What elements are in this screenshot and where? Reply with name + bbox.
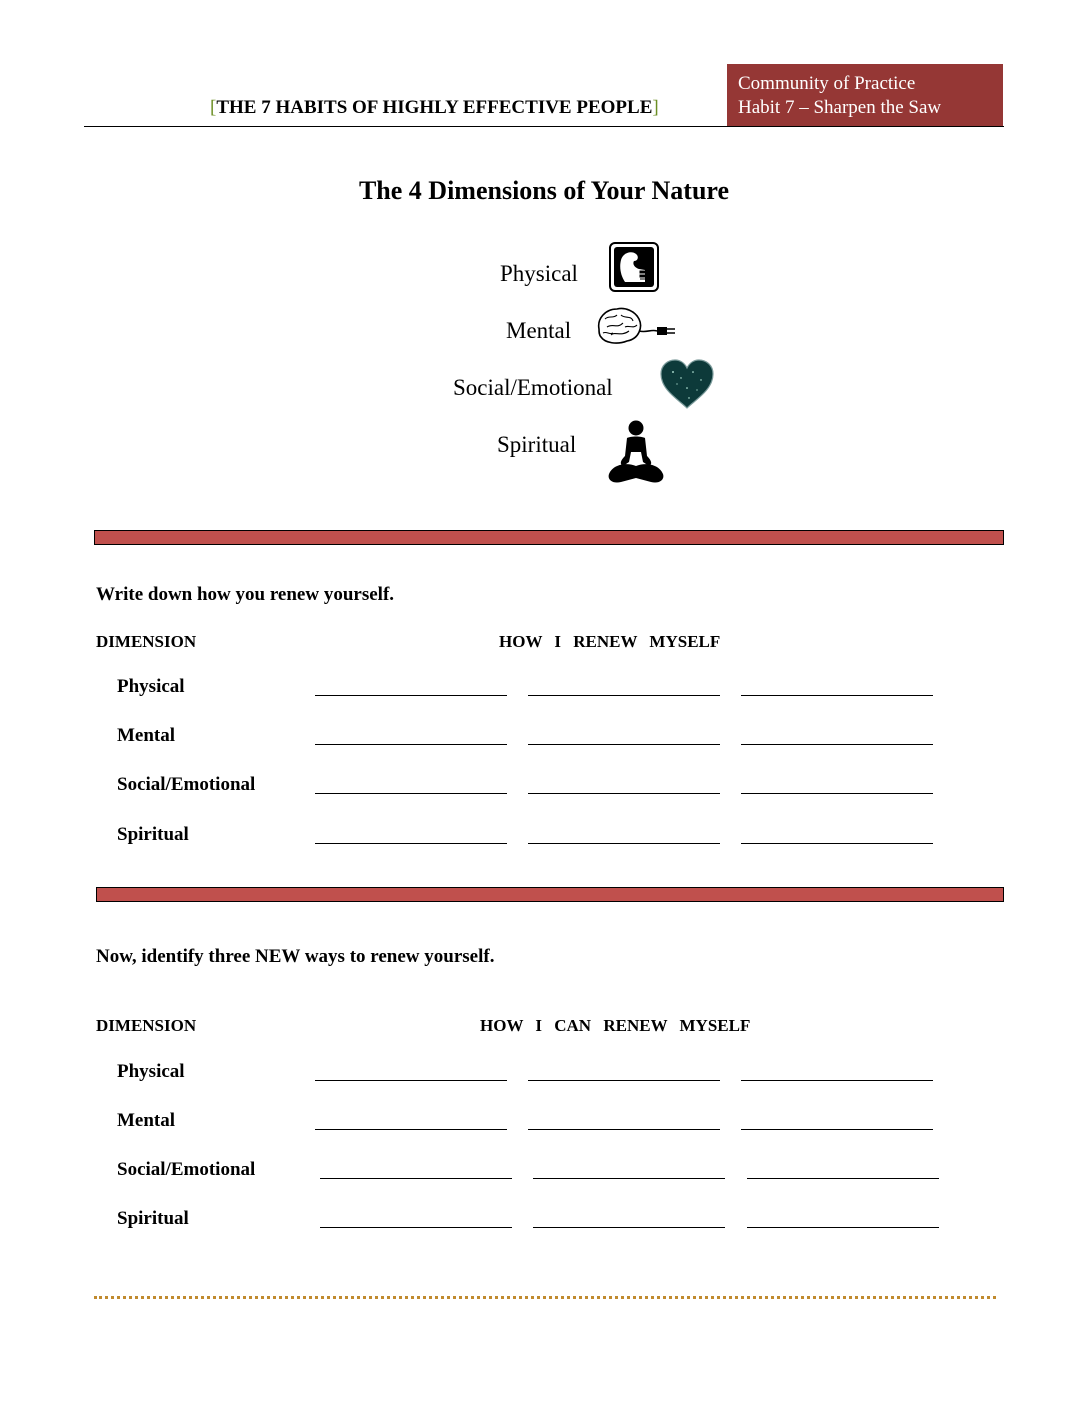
heart-icon bbox=[659, 358, 715, 415]
answer-line[interactable] bbox=[320, 1227, 512, 1228]
answer-line[interactable] bbox=[528, 744, 720, 745]
answer-line[interactable] bbox=[533, 1178, 725, 1179]
answer-line[interactable] bbox=[528, 1129, 720, 1130]
dimension-physical: Physical bbox=[500, 261, 578, 286]
answer-line[interactable] bbox=[741, 695, 933, 696]
section1-how-header: HOW I RENEW MYSELF bbox=[499, 632, 721, 651]
answer-line[interactable] bbox=[528, 793, 720, 794]
answer-line[interactable] bbox=[741, 744, 933, 745]
answer-line[interactable] bbox=[528, 843, 720, 844]
header-label-box bbox=[727, 64, 1003, 127]
brain-icon bbox=[595, 305, 677, 352]
section-divider-bar bbox=[94, 530, 1004, 545]
meditation-icon bbox=[603, 418, 669, 491]
footer-dotted-rule bbox=[94, 1296, 996, 1299]
flexed-arm-icon bbox=[609, 242, 659, 297]
section2-dimension-header: DIMENSION bbox=[96, 1016, 197, 1035]
answer-line[interactable] bbox=[315, 1080, 507, 1081]
dimension-mental: Mental bbox=[506, 318, 572, 343]
answer-line[interactable] bbox=[315, 744, 507, 745]
answer-line[interactable] bbox=[533, 1227, 725, 1228]
section2-how-header: HOW I CAN RENEW MYSELF bbox=[480, 1016, 751, 1035]
answer-line[interactable] bbox=[315, 843, 507, 844]
header-box-line1: Community of Practice bbox=[738, 73, 916, 94]
answer-line[interactable] bbox=[741, 793, 933, 794]
dimension-spiritual: Spiritual bbox=[497, 432, 577, 457]
header-open-bracket: [ bbox=[210, 97, 217, 118]
section2-row-mental: Mental bbox=[117, 1110, 176, 1131]
header-title: THE 7 HABITS OF HIGHLY EFFECTIVE PEOPLE bbox=[216, 97, 653, 118]
header-rule bbox=[84, 126, 1004, 127]
answer-line[interactable] bbox=[747, 1227, 939, 1228]
answer-line[interactable] bbox=[320, 1178, 512, 1179]
section1-row-physical: Physical bbox=[117, 676, 185, 697]
running-header bbox=[210, 97, 659, 119]
section1-row-spiritual: Spiritual bbox=[117, 824, 189, 845]
answer-line[interactable] bbox=[741, 843, 933, 844]
answer-line[interactable] bbox=[315, 1129, 507, 1130]
answer-line[interactable] bbox=[741, 1080, 933, 1081]
header-close-bracket: ] bbox=[652, 97, 659, 118]
section2-row-social-emotional: Social/Emotional bbox=[117, 1159, 256, 1180]
answer-line[interactable] bbox=[315, 695, 507, 696]
section-divider-bar bbox=[96, 887, 1004, 902]
dimension-social-emotional: Social/Emotional bbox=[453, 375, 613, 400]
header-box-line2: Habit 7 – Sharpen the Saw bbox=[738, 97, 942, 118]
answer-line[interactable] bbox=[528, 695, 720, 696]
section2-row-physical: Physical bbox=[117, 1061, 185, 1082]
answer-line[interactable] bbox=[747, 1178, 939, 1179]
page-title: The 4 Dimensions of Your Nature bbox=[358, 176, 730, 205]
section1-row-mental: Mental bbox=[117, 725, 176, 746]
answer-line[interactable] bbox=[528, 1080, 720, 1081]
section1-prompt: Write down how you renew yourself. bbox=[96, 584, 395, 605]
answer-line[interactable] bbox=[741, 1129, 933, 1130]
section1-dimension-header: DIMENSION bbox=[96, 632, 197, 651]
section2-prompt: Now, identify three NEW ways to renew yourself. bbox=[96, 946, 495, 967]
section1-row-social-emotional: Social/Emotional bbox=[117, 774, 256, 795]
answer-line[interactable] bbox=[315, 793, 507, 794]
section2-row-spiritual: Spiritual bbox=[117, 1208, 189, 1229]
